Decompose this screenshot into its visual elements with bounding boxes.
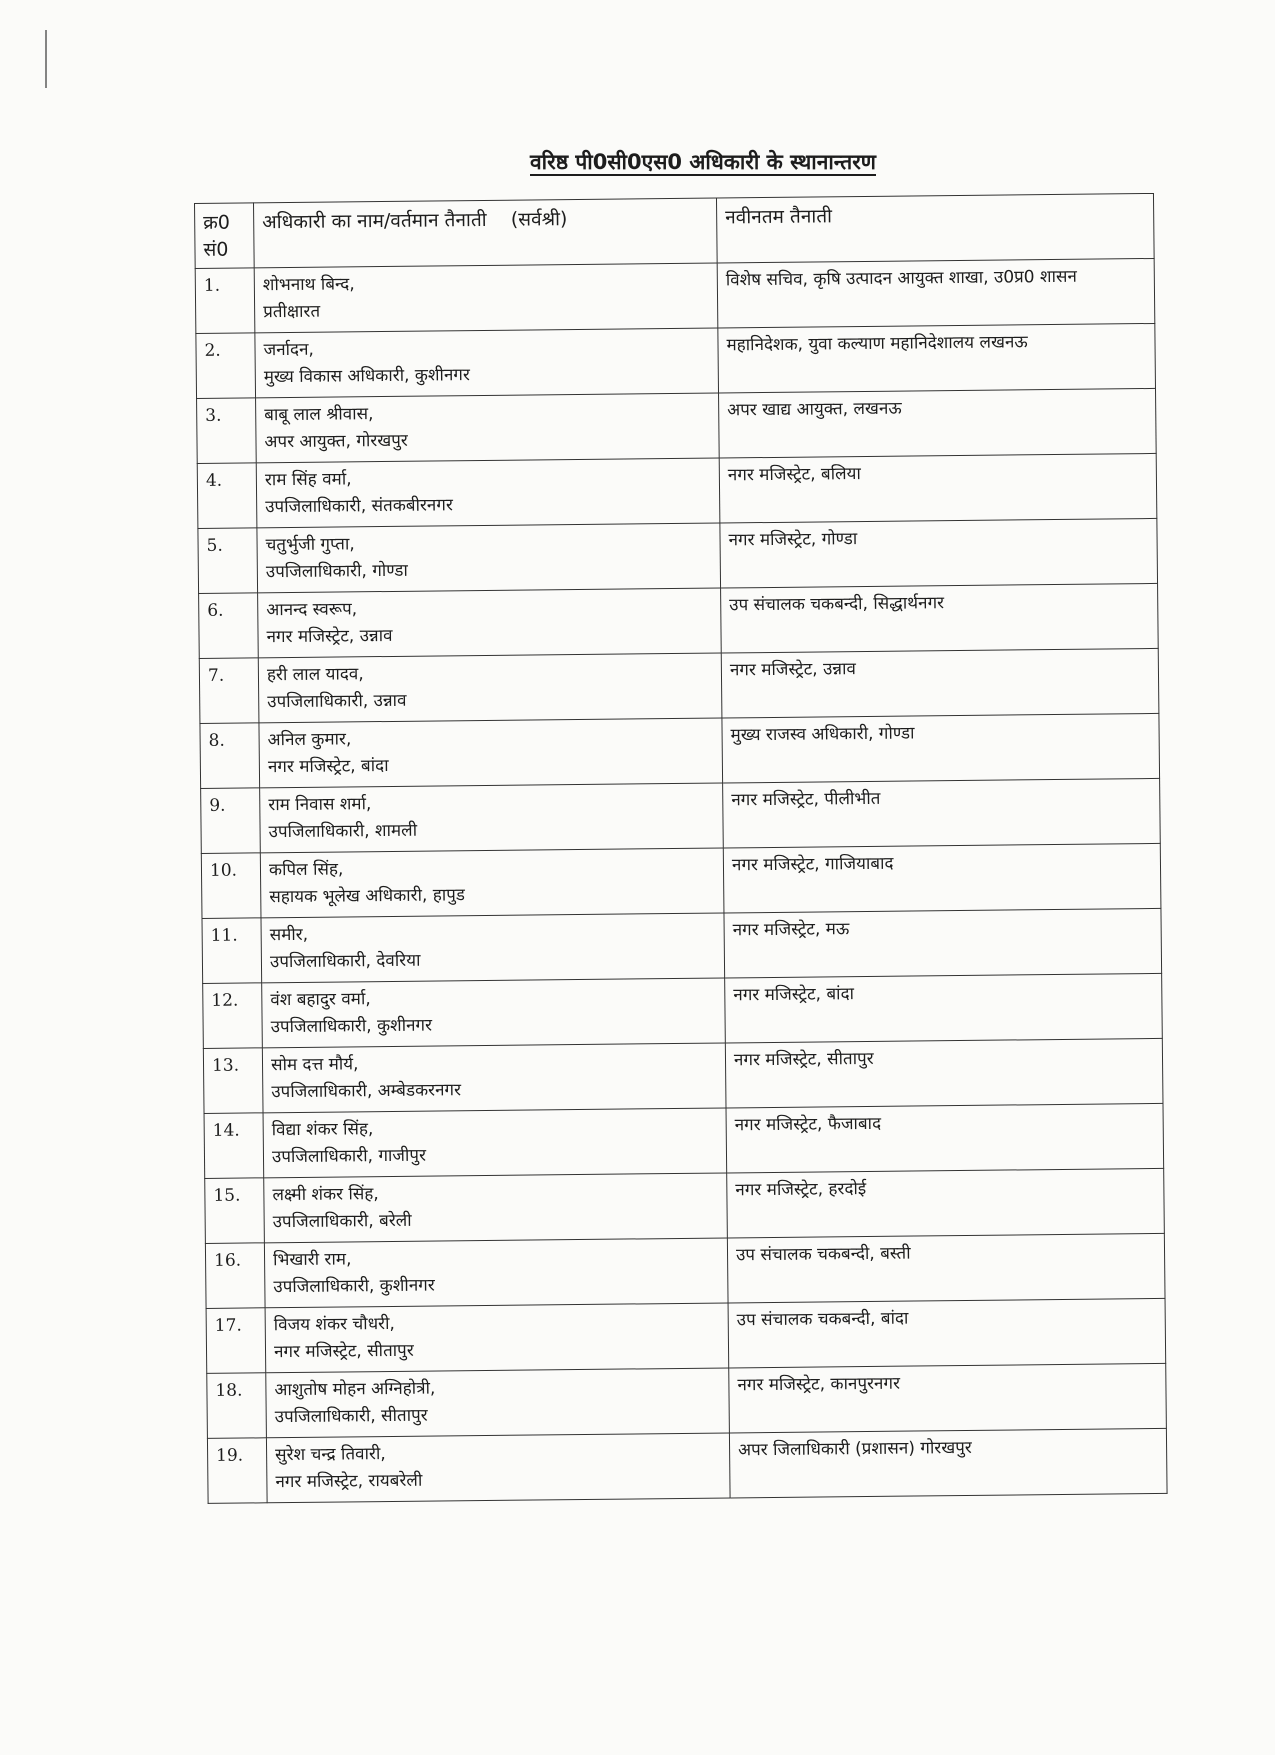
table-row — [207, 1428, 1167, 1503]
officer-cell — [263, 1108, 727, 1178]
new-posting: उप संचालक चकबन्दी, बांदा — [728, 1298, 1166, 1368]
new-posting: नगर मजिस्ट्रेट, उन्नाव — [721, 648, 1159, 718]
officer-cell — [262, 1043, 726, 1113]
serial-number: 13. — [203, 1048, 263, 1114]
officer-cell — [262, 978, 726, 1048]
current-posting: उपजिलाधिकारी, कुशीनगर — [273, 1275, 435, 1298]
officer-cell — [258, 653, 722, 723]
transfer-table — [194, 193, 1168, 1504]
officer-name: हरी लाल यादव, — [266, 664, 364, 686]
officer-name: विजय शंकर चौधरी, — [273, 1313, 395, 1336]
officer-name: राम निवास शर्मा, — [268, 794, 372, 816]
current-posting: उपजिलाधिकारी, उन्नाव — [267, 690, 407, 713]
serial-number: 8. — [200, 723, 260, 789]
officer-cell — [260, 783, 724, 853]
table-row — [205, 1233, 1165, 1308]
officer-name: विद्या शंकर सिंह, — [271, 1119, 374, 1141]
table-row — [202, 908, 1162, 983]
serial-number: 10. — [201, 853, 261, 919]
new-posting: महानिदेशक, युवा कल्याण महानिदेशालय लखनऊ — [718, 323, 1156, 393]
serial-number: 6. — [199, 593, 259, 659]
table-row — [197, 388, 1157, 463]
table-row — [205, 1168, 1165, 1243]
table-row — [197, 453, 1157, 528]
officer-cell — [255, 328, 719, 398]
officer-cell — [264, 1238, 728, 1308]
officer-cell — [257, 523, 721, 593]
header-serial: क्र0 सं0 — [195, 203, 255, 269]
officer-name: वंश बहादुर वर्मा, — [270, 989, 371, 1011]
current-posting: मुख्य विकास अधिकारी, कुशीनगर — [263, 365, 470, 388]
document-title: वरिष्ठ पी0सी0एस0 अधिकारी के स्थानान्तरण — [530, 150, 876, 174]
table-row — [199, 648, 1159, 723]
new-posting: नगर मजिस्ट्रेट, गाजियाबाद — [723, 843, 1161, 913]
officer-name: भिखारी राम, — [272, 1249, 352, 1271]
officer-cell — [265, 1303, 729, 1373]
table-row — [201, 843, 1161, 918]
scan-edge-mark — [45, 30, 47, 88]
table-row — [201, 778, 1161, 853]
current-posting: उपजिलाधिकारी, गाजीपुर — [271, 1145, 427, 1168]
current-posting: उपजिलाधिकारी, बरेली — [272, 1210, 412, 1233]
table-body — [195, 258, 1167, 1503]
current-posting: नगर मजिस्ट्रेट, सीतापुर — [273, 1340, 414, 1363]
current-posting: नगर मजिस्ट्रेट, उन्नाव — [266, 625, 393, 648]
serial-number: 11. — [202, 918, 262, 984]
current-posting: सहायक भूलेख अधिकारी, हापुड — [269, 885, 466, 908]
serial-number: 16. — [205, 1243, 265, 1309]
new-posting: अपर जिलाधिकारी (प्रशासन) गोरखपुर — [729, 1428, 1167, 1498]
officer-cell — [259, 718, 723, 788]
officer-cell — [256, 458, 720, 528]
current-posting: उपजिलाधिकारी, शामली — [268, 820, 418, 843]
officer-name: राम सिंह वर्मा, — [264, 469, 352, 491]
serial-number: 12. — [203, 983, 263, 1049]
table-row — [200, 713, 1160, 788]
current-posting: प्रतीक्षारत — [263, 301, 321, 323]
officer-cell — [256, 393, 720, 463]
serial-number: 7. — [199, 658, 259, 724]
officer-name: सुरेश चन्द्र तिवारी, — [275, 1444, 386, 1466]
table-row — [199, 583, 1159, 658]
serial-number: 2. — [196, 333, 256, 399]
table-row — [207, 1363, 1167, 1438]
officer-name: जर्नादन, — [263, 339, 314, 361]
header-name-current-posting: अधिकारी का नाम/वर्तमान तैनाती (सर्वश्री) — [254, 198, 718, 268]
officer-name: लक्ष्मी शंकर सिंह, — [272, 1184, 379, 1206]
officer-name: सोम दत्त मौर्य, — [270, 1054, 359, 1076]
new-posting: नगर मजिस्ट्रेट, पीलीभीत — [723, 778, 1161, 848]
new-posting: नगर मजिस्ट्रेट, गोण्डा — [720, 518, 1158, 588]
current-posting: उपजिलाधिकारी, गोण्डा — [265, 560, 408, 583]
officer-name: आनन्द स्वरूप, — [266, 599, 358, 621]
table-row — [196, 323, 1156, 398]
new-posting: नगर मजिस्ट्रेट, फैजाबाद — [726, 1103, 1164, 1173]
current-posting: नगर मजिस्ट्रेट, रायबरेली — [275, 1470, 423, 1493]
table-row — [204, 1103, 1164, 1178]
serial-number: 5. — [198, 528, 258, 594]
new-posting: नगर मजिस्ट्रेट, सीतापुर — [725, 1038, 1163, 1108]
officer-name: अनिल कुमार, — [267, 729, 352, 751]
officer-name: चतुर्भुजी गुप्ता, — [265, 534, 355, 556]
new-posting: नगर मजिस्ट्रेट, कानपुरनगर — [729, 1363, 1167, 1433]
serial-number: 18. — [207, 1373, 267, 1439]
new-posting: उप संचालक चकबन्दी, बस्ती — [727, 1233, 1165, 1303]
table-row — [195, 258, 1155, 333]
serial-number: 19. — [207, 1438, 267, 1504]
new-posting: मुख्य राजस्व अधिकारी, गोण्डा — [722, 713, 1160, 783]
serial-number: 9. — [201, 788, 261, 854]
officer-cell — [254, 263, 718, 333]
officer-cell — [264, 1173, 728, 1243]
current-posting: उपजिलाधिकारी, देवरिया — [269, 950, 421, 973]
serial-number: 17. — [206, 1308, 266, 1374]
current-posting: नगर मजिस्ट्रेट, बांदा — [267, 755, 389, 778]
officer-cell — [258, 588, 722, 658]
current-posting: उपजिलाधिकारी, सीतापुर — [274, 1405, 428, 1428]
current-posting: उपजिलाधिकारी, अम्बेडकरनगर — [271, 1080, 462, 1103]
table-row — [198, 518, 1158, 593]
new-posting: नगर मजिस्ट्रेट, बलिया — [719, 453, 1157, 523]
serial-number: 4. — [197, 463, 257, 529]
officer-name: कपिल सिंह, — [268, 859, 344, 881]
new-posting: विशेष सचिव, कृषि उत्पादन आयुक्त शाखा, उ0प्र0 शासन — [717, 258, 1155, 328]
officer-name: समीर, — [269, 924, 309, 946]
new-posting: नगर मजिस्ट्रेट, बांदा — [725, 973, 1163, 1043]
officer-name: आशुतोष मोहन अग्निहोत्री, — [274, 1378, 436, 1401]
table-row — [206, 1298, 1166, 1373]
officer-cell — [261, 913, 725, 983]
current-posting: अपर आयुक्त, गोरखपुर — [264, 430, 408, 453]
serial-number: 1. — [195, 268, 255, 334]
table-row — [203, 1038, 1163, 1113]
new-posting: नगर मजिस्ट्रेट, मऊ — [724, 908, 1162, 978]
officer-cell — [266, 1368, 730, 1438]
header-new-posting: नवीनतम तैनाती — [716, 193, 1154, 263]
officer-cell — [260, 848, 724, 918]
officer-name: बाबू लाल श्रीवास, — [264, 404, 374, 426]
current-posting: उपजिलाधिकारी, कुशीनगर — [270, 1015, 433, 1038]
current-posting: उपजिलाधिकारी, संतकबीरनगर — [265, 495, 453, 518]
table-header-row — [195, 193, 1155, 268]
serial-number: 3. — [197, 398, 257, 464]
officer-cell — [266, 1433, 730, 1503]
new-posting: अपर खाद्य आयुक्त, लखनऊ — [719, 388, 1157, 458]
table-row — [203, 973, 1163, 1048]
serial-number: 14. — [204, 1113, 264, 1179]
serial-number: 15. — [205, 1178, 265, 1244]
officer-name: शोभनाथ बिन्द, — [262, 274, 355, 296]
new-posting: नगर मजिस्ट्रेट, हरदोई — [727, 1168, 1165, 1238]
new-posting: उप संचालक चकबन्दी, सिद्धार्थनगर — [721, 583, 1159, 653]
